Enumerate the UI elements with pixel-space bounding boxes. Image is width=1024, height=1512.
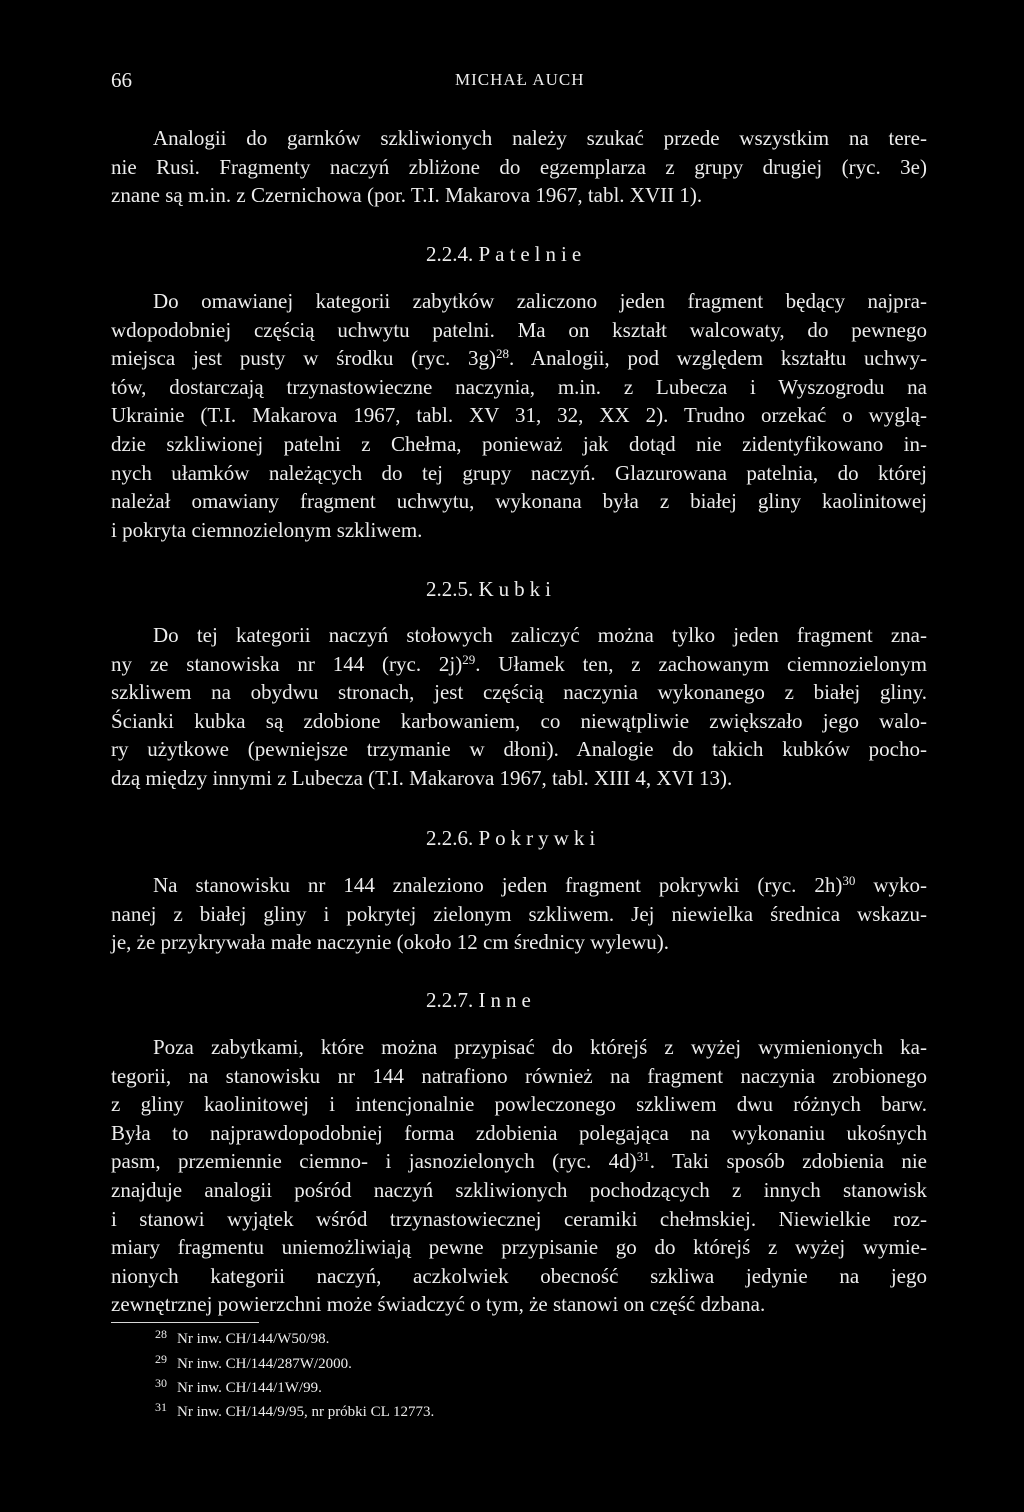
text-line: szkliwem na obydwu stronach, jest częścią naczynia wykonanego z białej gliny.: [111, 680, 927, 705]
text-line: tów, dostarczają trzynastowieczne naczynia, m.in. z Lubecza i Wyszogrodu na: [111, 374, 927, 399]
text-line: pasm, przemiennie ciemno- i jasnozielonych (ryc. 4d)$^{31}$. Taki sposób zdobienia nie: [111, 1149, 927, 1174]
text-line: Do tej kategorii naczyń stołowych zaliczyć można tylko jeden fragment zna-: [153, 623, 927, 647]
footnote-divider: [111, 1322, 259, 1323]
paragraph-analogies: [111, 124, 927, 210]
footnote-text: Nr inw. CH/144/9/95, nr próbki CL 12773.: [177, 1404, 435, 1420]
section-number: 2.2.6.: [426, 826, 474, 850]
section-heading-2-2-6: [426, 826, 600, 851]
footnote-number: 31: [155, 1400, 167, 1414]
footnote-ref: 30: [842, 873, 856, 888]
section-title: Pokrywki: [478, 826, 601, 850]
text-line: Analogii do garnków szkliwionych należy szukać przede wszystkim na tere-: [153, 126, 927, 150]
section-heading-2-2-5: [426, 577, 556, 602]
text-line: nionych kategorii naczyń, aczkolwiek obecność szkliwa jedynie na jego: [111, 1263, 927, 1288]
text-line: Ścianki kubka są zdobione karbowaniem, co niewątpliwie zwiększało jego walo-: [111, 708, 927, 733]
footnote-text: Nr inw. CH/144/287W/2000.: [177, 1356, 352, 1372]
text-line: ry użytkowe (pewniejsze trzymanie w dłoni). Analogie do takich kubków pocho-: [111, 737, 927, 762]
footnote: [155, 1400, 434, 1421]
paragraph-kubki: [111, 621, 927, 793]
text-line: nych ułamków należących do tej grupy naczyń. Glazurowana patelnia, do której: [111, 460, 927, 485]
text-line: z gliny kaolinitowej i intencjonalnie powleczonego szkliwem dwu różnych barw.: [111, 1092, 927, 1117]
running-title: MICHAŁ AUCH: [455, 70, 585, 89]
text-line: miejsca jest pusty w środku (ryc. 3g)$^{28}$. Analogii, pod względem kształtu uchwy-: [111, 346, 927, 371]
text-line: je, że przykrywała małe naczynie (około 12 cm średnicy wylewu).: [111, 930, 670, 955]
section-title: Patelnie: [478, 242, 587, 266]
text-line: Na stanowisku nr 144 znaleziono jeden fragment pokrywki (ryc. 2h)$^{30}$ wyko-: [153, 873, 927, 897]
footnote: [155, 1327, 329, 1348]
text-line: Poza zabytkami, które można przypisać do którejś z wyżej wymienionych ka-: [153, 1035, 927, 1059]
text-line: zewnętrznej powierzchni może świadczyć o tym, że stanowi on część dzbana.: [111, 1292, 766, 1317]
footnote-text: Nr inw. CH/144/W50/98.: [177, 1331, 330, 1347]
footnote: [155, 1376, 322, 1397]
section-number: 2.2.4.: [426, 242, 474, 266]
text-line: Ukrainie (T.I. Makarova 1967, tabl. XV 31, 32, XX 2). Trudno orzekać o wyglą-: [111, 403, 927, 428]
footnote-ref: 31: [636, 1149, 650, 1165]
text-line: nie Rusi. Fragmenty naczyń zbliżone do egzemplarza z grupy drugiej (ryc. 3e): [111, 154, 927, 179]
text-line: dzie szkliwionej patelni z Chełma, ponieważ jak dotąd nie zidentyfikowano in-: [111, 431, 927, 456]
page-header: [111, 68, 931, 94]
text-line: wdopodobniej częścią uchwytu patelni. Ma on kształt walcowaty, do pewnego: [111, 317, 927, 342]
text-line: należał omawiany fragment uchwytu, wykonana była z białej gliny kaolinitowej: [111, 489, 927, 514]
footnote-number: 29: [155, 1352, 167, 1366]
section-heading-2-2-4: [426, 242, 586, 267]
text-line: i pokryta ciemnozielonym szkliwem.: [111, 517, 423, 542]
section-title: Inne: [478, 988, 536, 1012]
footnote-ref: 28: [496, 346, 510, 362]
text-line: Była to najprawdopodobniej forma zdobienia polegająca na wykonaniu ukośnych: [111, 1120, 927, 1145]
text-line: miary fragmentu uniemożliwiają pewne przypisanie go do którejś z wyżej wymie-: [111, 1235, 927, 1260]
text-line: Do omawianej kategorii zabytków zaliczono jeden fragment będący najpra-: [153, 289, 927, 313]
paragraph-pokrywki: [111, 871, 927, 957]
footnote-number: 30: [155, 1376, 167, 1390]
text-line: znane są m.in. z Czernichowa (por. T.I. Makarova 1967, tabl. XVII 1).: [111, 183, 703, 208]
text-line: i stanowi wyjątek wśród trzynastowiecznej ceramiki chełmskiej. Niewielkie roz-: [111, 1206, 927, 1231]
text-line: ny ze stanowiska nr 144 (ryc. 2j)$^{29}$. Ułamek ten, z zachowanym ciemnozielonym: [111, 651, 927, 676]
footnote: [155, 1352, 352, 1373]
paragraph-patelnie: [111, 287, 927, 544]
footnote-ref: 29: [462, 651, 476, 667]
footnote-text: Nr inw. CH/144/1W/99.: [177, 1380, 322, 1396]
text-line: nanej z białej gliny i pokrytej zielonym szkliwem. Jej niewielka średnica wskazu-: [111, 901, 927, 926]
footnote-number: 28: [155, 1327, 167, 1341]
page-number: 66: [111, 68, 132, 92]
section-heading-2-2-7: [426, 988, 536, 1013]
text-line: dzą między innymi z Lubecza (T.I. Makarova 1967, tabl. XIII 4, XVI 13).: [111, 765, 733, 790]
text-line: znajduje analogii pośród naczyń szkliwionych pochodzących z innych stanowisk: [111, 1177, 927, 1202]
section-number: 2.2.5.: [426, 577, 474, 601]
section-number: 2.2.7.: [426, 988, 474, 1012]
text-line: tegorii, na stanowisku nr 144 natrafiono również na fragment naczynia zrobionego: [111, 1063, 927, 1088]
section-title: Kubki: [478, 577, 556, 601]
paragraph-inne: [111, 1033, 927, 1319]
